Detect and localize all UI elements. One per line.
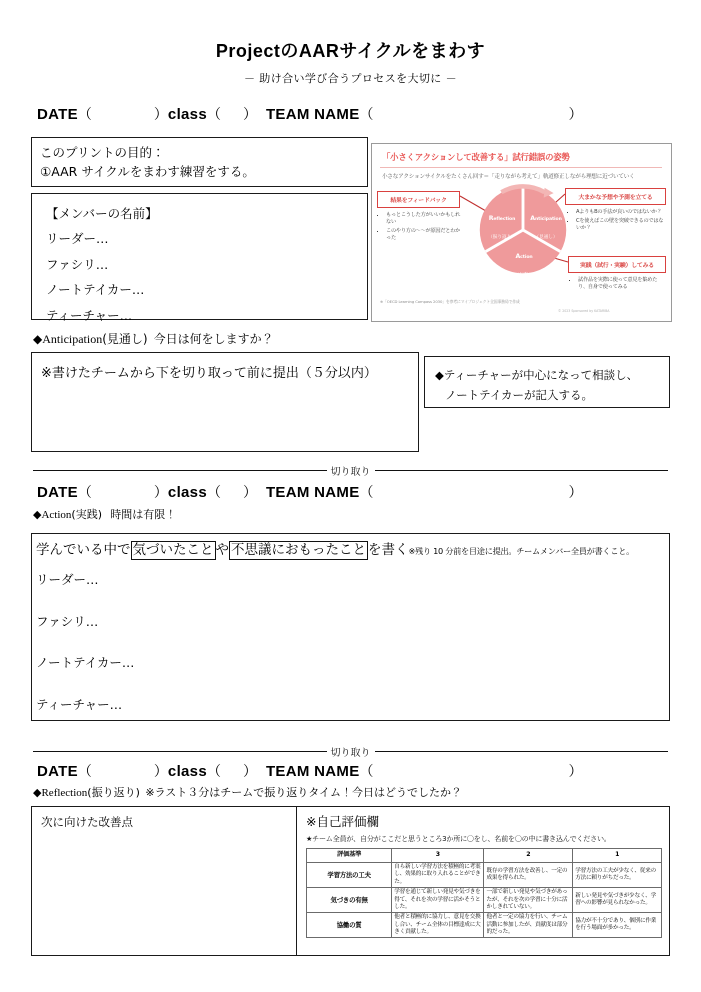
submit-box[interactable] [31,352,419,452]
date-row-1 [37,104,668,124]
class-open-paren-2: （ [206,485,221,501]
diagram-credit: ※「OECD Learning Compass 2030」を参考にマイプロジェクト全国事務局で作成 [380,299,520,304]
action-role-facilitator[interactable]: ファシリ… [36,614,99,629]
team-label-2: TEAM NAME [265,484,360,501]
segment-anticipation [525,206,567,243]
forecast-bullet-1: ▪ AよりもBの手法が良いのではないか？ [576,209,667,216]
table-header-3: 3 [392,849,484,863]
submit-box-text: ※書けたチームから下を切り取って前に提出（５分以内） [41,366,377,381]
cut-line-1 [33,463,668,478]
self-evaluation-heading: ※自己評価欄 [306,814,379,829]
table-row[interactable] [307,913,662,938]
instruction-pre: 学んでいる中で [36,542,131,558]
table-row[interactable] [307,863,662,888]
cell-collaboration-3[interactable]: 他者と積極的に協力し、意見を交換し合い、チーム全体の目標達成に大きく貢献した。 [392,913,484,938]
instruction-small-note: ※残り 10 分前を目途に提出。チームメンバー全員が書くこと。 [408,546,634,556]
segment-reflection-rest: eflection [493,217,516,222]
segment-action [503,244,545,281]
action-instruction [36,538,634,560]
diagram-title: 「小さくアクションして改善する」試行錯誤の姿勢 [382,152,570,162]
callout-forecast-label: 大まかな予想や予測を立てる [565,188,666,205]
member-role-facilitator[interactable]: ファシリ… [46,256,109,272]
title-aar: AAR [298,41,340,61]
team-close-paren: ） [568,107,583,123]
reflection-en: Reflection [41,787,88,799]
purpose-line-2: ①AAR サイクルをまわす練習をする。 [40,164,255,180]
callout-action-bullets [570,277,666,293]
title-project: Project [215,41,281,61]
action-role-notetaker[interactable]: ノートテイカー… [36,655,135,670]
members-box [31,193,368,323]
class-open-paren-3: （ [206,764,221,780]
cell-awareness-2[interactable]: 一部で新しい発見や気づきがあったが、それを次の学習に十分に活かしきれていない。 [484,888,573,913]
class-label-2: class [167,484,207,501]
criterion-awareness: 気づきの有無 [307,888,392,913]
aar-cycle-diagram [371,143,672,322]
date-open-paren: （ [77,107,92,123]
improvement-area[interactable] [32,807,297,955]
segment-action-jp: （行動） [514,273,534,279]
date-row-2 [37,482,583,502]
reflection-marker: ◆ [33,786,42,799]
improvement-heading: 次に向けた改善点 [41,815,133,829]
action-role-leader[interactable]: リーダー… [36,572,99,587]
anticipation-question: 今日は何をしますか？ [153,332,274,346]
date-open-paren-3: （ [77,764,92,780]
cut-line-1-left [33,470,327,471]
table-header-row [307,849,662,863]
anticipation-en: Anticipation [42,332,103,346]
purpose-line-1: このプリントの目的： [40,145,165,160]
action-marker: ◆ [33,508,42,521]
title-no: の [280,41,299,62]
callout-feedback-label: 結果をフィードバック [377,191,460,208]
segment-reflection-initial: R [488,215,494,222]
team-label: TEAM NAME [265,106,360,123]
class-label: class [167,106,207,123]
instruction-mid: や [215,542,229,558]
feedback-bullet-2: ▪ このやり方の〜〜が原因だとわかった [386,228,462,242]
self-evaluation-area [297,807,669,955]
cell-collaboration-1[interactable]: 協力が不十分であり、個別に作業を行う場面が多かった。 [573,913,662,938]
segment-action-rest: ction [520,255,533,260]
page-subtitle: － 助け合い学び合うプロセスを大切に － [244,72,457,85]
reflection-box [31,806,670,956]
table-row[interactable] [307,888,662,913]
forecast-bullet-2: ▪ Cを使えばこの壁を突破できるのではないか？ [576,218,667,232]
class-label-3: class [167,763,207,780]
team-label-3: TEAM NAME [265,763,360,780]
cell-learning-method-3[interactable]: 自ら新しい学習方法を積極的に考案し、効果的に取り入れることができた。 [392,863,484,888]
diagram-credit-2: © 2023 Sponsored by KATARIBA [558,309,610,313]
class-close-paren: ） [242,107,257,123]
anticipation-marker: ◆ [33,332,43,346]
criterion-collaboration: 協働の質 [307,913,392,938]
action-heading [33,506,176,522]
date-row-3 [37,761,583,781]
table-header-2: 2 [484,849,573,863]
page-title [0,0,701,63]
date-close-paren: ） [153,107,168,123]
self-evaluation-note: ★チーム全員が、自分がここだと思うところ3か所に〇をし、名前を〇の中に書き込んでください。 [306,834,611,843]
segment-anticipation-initial: A [530,215,535,222]
member-role-leader[interactable]: リーダー… [46,231,109,247]
cut-line-2 [33,744,668,759]
callout-feedback-bullets [378,212,462,243]
aar-pie [478,184,568,279]
team-open-paren-3: （ [359,764,374,780]
action-en: Action [41,509,72,521]
segment-anticipation-jp: （見通し） [534,235,558,241]
member-role-notetaker[interactable]: ノートテイカー… [46,282,145,298]
team-close-paren-2: ） [568,485,583,501]
team-open-paren-2: （ [359,485,374,501]
anticipation-jp: (見通し) [102,332,148,346]
segment-action-initial: A [515,253,521,260]
reflection-heading [33,784,462,800]
purpose-box [31,137,368,187]
title-cycle: サイクルをまわす [339,41,486,62]
date-close-paren-2: ） [153,485,168,501]
feedback-bullet-1: ▪ もっとこうした方がいいかもしれない [386,212,462,226]
member-role-teacher[interactable]: ティーチャー… [46,307,133,323]
date-open-paren-2: （ [77,485,92,501]
cut-line-1-right [375,470,669,471]
action-role-teacher[interactable]: ティーチャー… [36,697,123,712]
reflection-jp: (振り返り) [87,786,140,799]
teacher-note-line-2: ノートテイカーが記入する。 [445,388,594,403]
cell-awareness-1[interactable]: 新しい発見や気づきが少なく、学習への影響が見られなかった。 [573,888,662,913]
segment-reflection-jp: （振り返り） [488,235,516,241]
instruction-post: を書く [368,542,409,558]
cell-awareness-3[interactable]: 学習を通じて新しい発見や気づきを得て、それを次の学習に活かそうとした。 [392,888,484,913]
members-heading: 【メンバーの名前】 [46,206,158,221]
date-close-paren-3: ） [153,764,168,780]
action-answer-box[interactable] [31,533,670,721]
instruction-box-2: 不思議におもったこと [231,542,366,558]
table-header-1: 1 [573,849,662,863]
class-open-paren: （ [206,107,221,123]
team-close-paren-3: ） [568,764,583,780]
action-jp: (実践) [71,508,103,521]
teacher-note-line-1: ◆ティーチャーが中心になって相談し、 [435,368,639,382]
action-bullet-1: ▪ 試作品を実際に使って意見を集めたり、自身で使ってみる [578,277,666,291]
reflection-note: ※ラスト３分はチームで振り返りタイム！今日はどうでしたか？ [145,786,463,799]
teacher-note-box [424,356,670,408]
team-open-paren: （ [359,107,374,123]
segment-reflection [482,206,522,243]
segment-anticipation-rest: nticipation [534,217,562,222]
callout-action-label: 実践（試行・実験）してみる [568,256,666,273]
class-close-paren-3: ） [242,764,257,780]
instruction-box-1: 気づいたこと [132,542,214,558]
self-evaluation-table [306,848,662,938]
diagram-subtitle: 小さなアクションサイクルをたくさん回す＝「走りながら考えて」軌道修正しながら理想に近づいていく [382,174,635,180]
cut-line-2-right [375,751,669,752]
action-note: 時間は有限！ [110,508,177,521]
cut-line-2-label: 切り取り [330,748,371,759]
criterion-learning-method: 学習方法の工夫 [307,863,392,888]
anticipation-heading [33,330,274,347]
date-label-2: DATE [37,484,78,501]
date-label-3: DATE [37,763,78,780]
date-label: DATE [37,106,78,123]
class-close-paren-2: ） [242,485,257,501]
cell-learning-method-2[interactable]: 既存の学習方法を改善し、一定の成果を得られた。 [484,863,573,888]
cut-line-1-label: 切り取り [330,467,371,478]
cut-line-2-left [33,751,327,752]
callout-forecast-bullets [568,209,667,233]
cell-collaboration-2[interactable]: 他者と一定の協力を行い、チーム活動に参加したが、貢献度は部分的だった。 [484,913,573,938]
table-header-criterion: 評価基準 [307,849,392,863]
cell-learning-method-1[interactable]: 学習方法の工夫が少なく、従来の方法に頼りがちだった。 [573,863,662,888]
